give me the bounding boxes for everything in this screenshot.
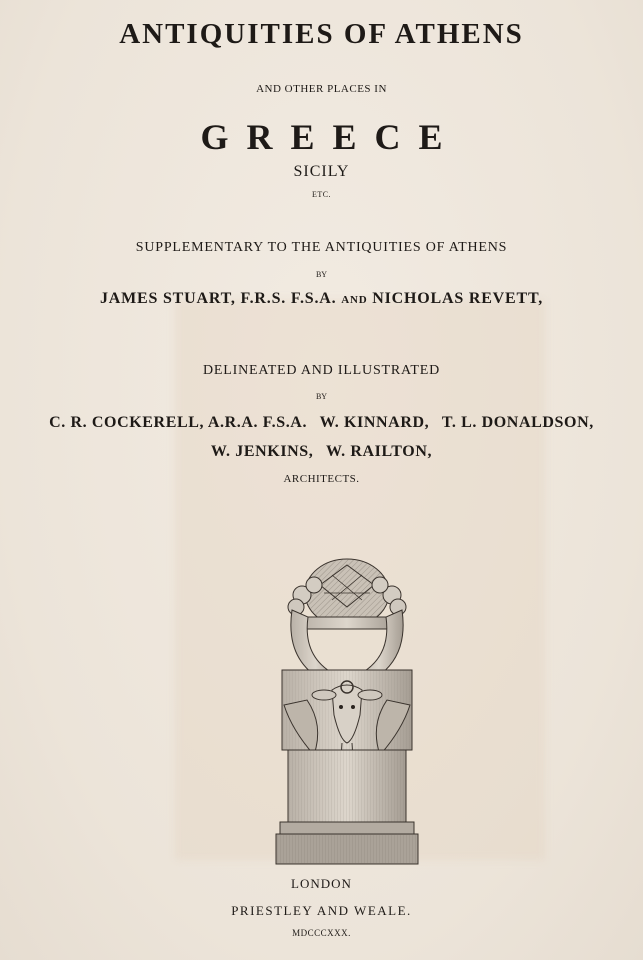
contributor-kinnard: W. KINNARD, <box>319 414 430 431</box>
imprint-city: LONDON <box>291 876 352 891</box>
supplementary-line: SUPPLEMENTARY TO THE ANTIQUITIES OF ATHENS <box>135 240 508 255</box>
contributor-cockerell: C. R. COCKERELL, A.R.A. F.S.A. <box>49 414 308 431</box>
contributor-jenkins: W. JENKINS, <box>210 443 314 460</box>
imprint-publisher: PRIESTLEY AND WEALE. <box>231 903 412 918</box>
by-label-1: BY <box>315 270 328 279</box>
by-label-2: BY <box>315 392 328 401</box>
architects-label: ARCHITECTS. <box>283 473 360 485</box>
contributor-railton: W. RAILTON, <box>326 443 433 460</box>
contributors-line-1 <box>0 414 643 432</box>
sub-place: SICILY <box>293 163 350 180</box>
subtitle-and-other-places: AND OTHER PLACES IN <box>256 83 387 95</box>
contributors-line-2 <box>0 443 643 461</box>
page-title: ANTIQUITIES OF ATHENS <box>119 18 524 50</box>
etc-label: ETC. <box>311 190 332 199</box>
imprint-year: MDCCCXXX. <box>292 928 351 938</box>
authors-line <box>0 290 643 308</box>
delineated-line: DELINEATED AND ILLUSTRATED <box>203 363 440 378</box>
author-revett: NICHOLAS REVETT, <box>372 290 544 307</box>
altar-engraving <box>262 555 432 867</box>
author-stuart: JAMES STUART, F.R.S. F.S.A. <box>99 290 337 307</box>
and-word: AND <box>341 294 368 306</box>
contributor-donaldson: T. L. DONALDSON, <box>441 414 594 431</box>
country-heading: GREECE <box>200 117 461 157</box>
